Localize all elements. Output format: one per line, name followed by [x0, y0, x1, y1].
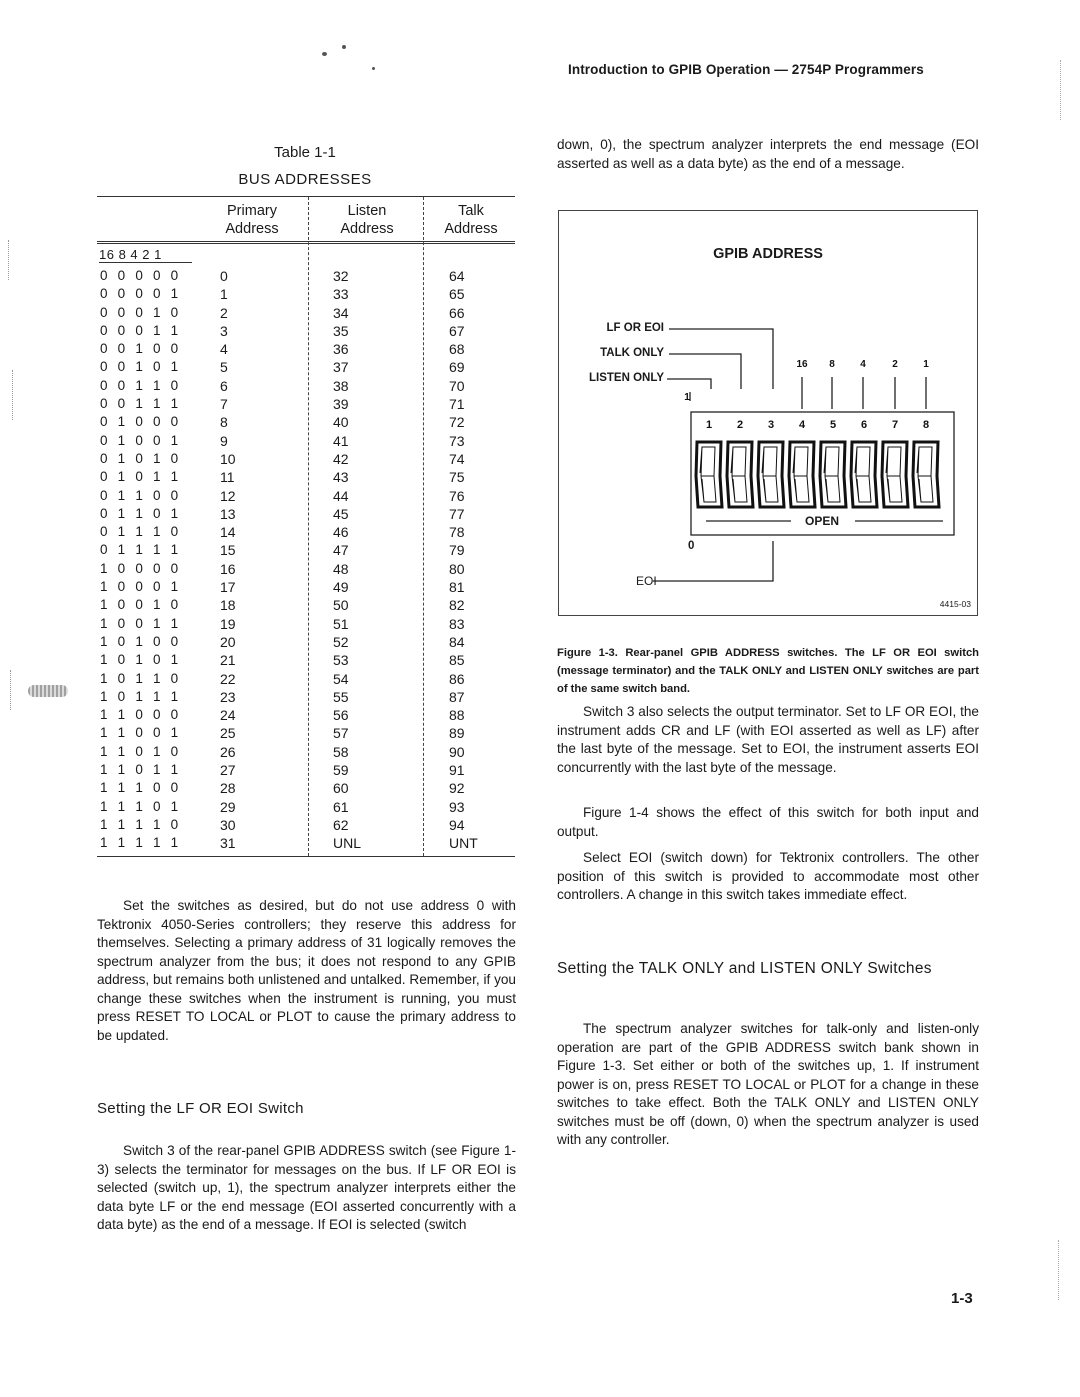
cell-binary: 0 0 1 0 0 — [100, 341, 182, 357]
page-number: 1-3 — [951, 1290, 973, 1307]
cell-primary-address: 24 — [220, 707, 236, 724]
cell-listen-address: 46 — [333, 524, 349, 541]
cell-listen-address: 49 — [333, 579, 349, 596]
table-row — [97, 395, 515, 413]
table-row — [97, 413, 515, 431]
cell-primary-address: 19 — [220, 615, 236, 632]
label-lf-or-eoi: LF OR EOI — [606, 322, 664, 334]
table-row — [97, 834, 515, 852]
lf-or-eoi-leader — [669, 329, 773, 389]
cell-listen-address: 48 — [333, 560, 349, 577]
cell-listen-address: 33 — [333, 286, 349, 303]
cell-talk-address: 73 — [449, 432, 465, 449]
scan-artifact — [342, 45, 346, 49]
column-header-line: Talk — [458, 203, 484, 219]
cell-talk-address: 83 — [449, 615, 465, 632]
table-row — [97, 340, 515, 358]
cell-binary: 0 0 0 1 0 — [100, 304, 182, 320]
label-talk-only: TALK ONLY — [600, 347, 664, 359]
table-row — [97, 432, 515, 450]
table-row — [97, 541, 515, 559]
cell-listen-address: 41 — [333, 432, 349, 449]
table-row — [97, 450, 515, 468]
table-number: Table 1-1 — [274, 144, 336, 161]
cell-primary-address: 11 — [220, 469, 235, 486]
cell-binary: 1 1 1 1 1 — [100, 835, 182, 851]
cell-primary-address: 30 — [220, 816, 236, 833]
cell-listen-address: 55 — [333, 688, 349, 705]
scan-artifact — [28, 685, 68, 697]
cell-talk-address: 92 — [449, 780, 465, 797]
cell-binary: 0 1 1 0 0 — [100, 487, 182, 503]
bit-weight-label: 8 — [829, 359, 835, 370]
table-title: BUS ADDRESSES — [238, 171, 372, 188]
cell-listen-address: 42 — [333, 450, 349, 467]
label-eoi: EOI — [636, 574, 657, 588]
scan-artifact — [12, 370, 14, 420]
figure-caption: Figure 1-3. Rear-panel GPIB ADDRESS switches. The LF OR EOI switch (message terminator) and the TALK ONLY and LISTEN ONLY switches are part of the same switch band. — [557, 647, 979, 695]
cell-talk-address: 84 — [449, 633, 465, 650]
table-bottom-rule — [97, 856, 515, 857]
cell-primary-address: 31 — [220, 835, 236, 852]
label-position-zero: 0 — [688, 540, 695, 552]
cell-talk-address: 70 — [449, 377, 465, 394]
cell-talk-address: 87 — [449, 688, 465, 705]
cell-listen-address: 45 — [333, 505, 349, 522]
table-row — [97, 688, 515, 706]
cell-listen-address: 54 — [333, 670, 349, 687]
cell-primary-address: 20 — [220, 633, 236, 650]
cell-talk-address: 93 — [449, 798, 465, 815]
cell-binary: 1 1 0 0 0 — [100, 707, 182, 723]
cell-binary: 0 1 0 0 0 — [100, 414, 182, 430]
cell-binary: 0 0 0 0 1 — [100, 286, 182, 302]
cell-listen-address: 34 — [333, 304, 349, 321]
cell-talk-address: 85 — [449, 652, 465, 669]
switch-numbers — [706, 419, 929, 431]
bit-weights-header: 16 8 4 2 1 — [99, 247, 192, 263]
cell-listen-address: 32 — [333, 268, 349, 284]
cell-talk-address: 77 — [449, 505, 465, 522]
cell-listen-address: 38 — [333, 377, 349, 394]
cell-talk-address: 64 — [449, 268, 465, 284]
table-row — [97, 816, 515, 834]
cell-listen-address: 39 — [333, 396, 349, 413]
switch-number: 8 — [922, 419, 930, 431]
bit-weight-label: 4 — [860, 359, 866, 370]
cell-talk-address: 79 — [449, 542, 465, 559]
table-row — [97, 560, 515, 578]
table-row — [97, 285, 515, 303]
cell-binary: 0 0 1 1 0 — [100, 377, 182, 393]
table-row — [97, 706, 515, 724]
cell-binary: 1 1 1 0 0 — [100, 780, 182, 796]
cell-talk-address: 91 — [449, 762, 465, 779]
eoi-leader — [653, 541, 773, 581]
column-header-line: Address — [340, 221, 394, 237]
cell-talk-address: 67 — [449, 322, 465, 339]
cell-binary: 1 0 0 0 0 — [100, 560, 182, 576]
cell-binary: 1 0 0 0 1 — [100, 579, 182, 595]
cell-binary: 1 1 1 1 0 — [100, 816, 182, 832]
scan-artifact — [1060, 60, 1062, 120]
cell-primary-address: 7 — [220, 396, 228, 413]
switch-number: 7 — [891, 419, 899, 431]
cell-talk-address: 68 — [449, 341, 465, 358]
column-header-line: Address — [444, 221, 498, 237]
column-header-primary — [202, 202, 302, 238]
running-header: Introduction to GPIB Operation — 2754P Programmers — [568, 62, 924, 77]
cell-binary: 1 1 0 1 0 — [100, 743, 182, 759]
paragraph-text: Select EOI (switch down) for Tektronix controllers. The other position of this switch is provided to accommodate most other controllers. A change in this switch takes immediate effect. — [557, 850, 979, 902]
cell-binary: 1 0 0 1 1 — [100, 615, 182, 631]
cell-listen-address: 35 — [333, 322, 349, 339]
column-header-talk — [427, 202, 515, 238]
cell-listen-address: 40 — [333, 414, 349, 431]
cell-primary-address: 6 — [220, 377, 228, 394]
cell-talk-address: 69 — [449, 359, 465, 376]
cell-listen-address: 59 — [333, 762, 349, 779]
cell-binary: 0 1 0 1 1 — [100, 469, 182, 485]
heading-talk-listen: Setting the TALK ONLY and LISTEN ONLY Switches — [557, 960, 932, 977]
cell-binary: 0 1 1 1 0 — [100, 524, 182, 540]
cell-listen-address: 44 — [333, 487, 349, 504]
cell-listen-address: 52 — [333, 633, 349, 650]
cell-talk-address: 75 — [449, 469, 465, 486]
cell-talk-address: 76 — [449, 487, 465, 504]
table-row — [97, 798, 515, 816]
cell-primary-address: 9 — [220, 432, 228, 449]
table-row — [97, 267, 515, 285]
cell-binary: 0 1 1 1 1 — [100, 542, 182, 558]
listen-only-leader — [667, 379, 711, 389]
table-row — [97, 651, 515, 669]
cell-binary: 1 1 0 0 1 — [100, 725, 182, 741]
cell-talk-address: 94 — [449, 816, 465, 833]
dip-switch[interactable] — [851, 442, 877, 507]
cell-binary: 0 1 0 1 0 — [100, 450, 182, 466]
table-row — [97, 358, 515, 376]
cell-listen-address: 53 — [333, 652, 349, 669]
table-row — [97, 633, 515, 651]
cell-binary: 0 0 0 0 0 — [100, 268, 182, 283]
heading-lf-eoi: Setting the LF OR EOI Switch — [97, 1100, 304, 1117]
table-row — [97, 377, 515, 395]
column-header-listen — [315, 202, 419, 238]
dip-switch[interactable] — [727, 442, 753, 507]
dip-switch[interactable] — [882, 442, 908, 507]
bit-weight-label: 1 — [923, 359, 929, 370]
cell-listen-address: 37 — [333, 359, 349, 376]
cell-primary-address: 10 — [220, 450, 236, 467]
cell-talk-address: 81 — [449, 579, 465, 596]
switch-number: 2 — [736, 419, 744, 431]
label-open: OPEN — [801, 514, 843, 528]
scan-artifact — [372, 67, 375, 70]
cell-primary-address: 15 — [220, 542, 236, 559]
cell-primary-address: 12 — [220, 487, 236, 504]
paragraph-talk-listen — [557, 1020, 979, 1150]
switch-number: 3 — [767, 419, 775, 431]
cell-listen-address: 56 — [333, 707, 349, 724]
paragraph-text: Set the switches as desired, but do not use address 0 with Tektronix 4050-Series controllers; they reserve this address for themselves. Selecting a primary address of 31 logically removes the spectrum analyzer from the bus; it does not respond to any GPIB address, but remains both unlistened and untalked. Remember, if you change these switches when the instrument is running, you must press RESET TO LOCAL or PLOT to cause the primary address to be updated. — [97, 898, 516, 1043]
cell-listen-address: UNL — [333, 835, 362, 852]
column-header-line: Address — [225, 221, 279, 237]
table-body — [97, 267, 515, 853]
scan-artifact — [322, 52, 327, 56]
cell-talk-address: 89 — [449, 725, 465, 742]
cell-talk-address: 66 — [449, 304, 465, 321]
cell-primary-address: 13 — [220, 505, 236, 522]
cell-binary: 1 0 0 1 0 — [100, 597, 182, 613]
cell-binary: 1 1 1 0 1 — [100, 798, 182, 814]
cell-talk-address: 88 — [449, 707, 465, 724]
figure-id: 4415-03 — [939, 599, 971, 609]
table-row — [97, 322, 515, 340]
table-row — [97, 724, 515, 742]
cell-talk-address: 72 — [449, 414, 465, 431]
switch-number: 5 — [829, 419, 837, 431]
cell-talk-address: 82 — [449, 597, 465, 614]
cell-primary-address: 14 — [220, 524, 236, 541]
cell-primary-address: 26 — [220, 743, 236, 760]
table-row — [97, 670, 515, 688]
cell-binary: 1 1 0 1 1 — [100, 762, 182, 778]
cell-primary-address: 29 — [220, 798, 236, 815]
cell-primary-address: 23 — [220, 688, 236, 705]
table-row — [97, 779, 515, 797]
cell-binary: 0 0 1 0 1 — [100, 359, 182, 375]
table-row — [97, 487, 515, 505]
paragraph-figure-1-4 — [557, 804, 979, 841]
cell-listen-address: 60 — [333, 780, 349, 797]
table-row — [97, 578, 515, 596]
cell-listen-address: 36 — [333, 341, 349, 358]
table-row — [97, 304, 515, 322]
dip-switch[interactable] — [758, 442, 784, 507]
table-top-rule — [97, 196, 515, 197]
paragraph-text: Switch 3 also selects the output terminator. Set to LF OR EOI, the instrument adds CR and LF (with EOI asserted as well as LF) after the last byte of the message. Set to EOI, the instrument asserts EOI concurrently with the last byte of the message. — [557, 704, 979, 775]
switch-bank — [696, 442, 939, 507]
cell-binary: 1 0 1 0 1 — [100, 652, 182, 668]
label-position-one: 1 — [684, 392, 690, 403]
cell-binary: 0 1 1 0 1 — [100, 505, 182, 521]
bit-weight-label: 16 — [796, 359, 808, 370]
cell-talk-address: 78 — [449, 524, 465, 541]
table-row — [97, 615, 515, 633]
switch-number: 4 — [798, 419, 806, 431]
dip-switch[interactable] — [789, 442, 815, 507]
bit-weight-label: 2 — [892, 359, 898, 370]
cell-listen-address: 57 — [333, 725, 349, 742]
cell-binary: 0 0 1 1 1 — [100, 396, 182, 412]
cell-talk-address: UNT — [449, 835, 478, 852]
cell-listen-address: 47 — [333, 542, 349, 559]
dip-switch[interactable] — [820, 442, 846, 507]
dip-switch[interactable] — [696, 442, 722, 507]
cell-primary-address: 4 — [220, 341, 228, 358]
cell-talk-address: 86 — [449, 670, 465, 687]
cell-talk-address: 65 — [449, 286, 465, 303]
cell-primary-address: 21 — [220, 652, 236, 669]
dip-switch[interactable] — [913, 442, 939, 507]
table-row — [97, 596, 515, 614]
paragraph-text: Switch 3 of the rear-panel GPIB ADDRESS switch (see Figure 1-3) selects the terminator for messages on the bus. If LF OR EOI is selected (switch up, 1), the spectrum analyzer interprets either the data byte LF or the end message (EOI asserted concurrently with a data byte) as the end of a message. If EOI is selected (switch — [97, 1143, 516, 1232]
paragraph-lf-eoi — [97, 1142, 516, 1235]
cell-primary-address: 5 — [220, 359, 228, 376]
cell-listen-address: 43 — [333, 469, 349, 486]
label-listen-only: LISTEN ONLY — [589, 372, 664, 384]
switch-number: 6 — [860, 419, 868, 431]
cell-listen-address: 61 — [333, 798, 349, 815]
column-header-line: Primary — [227, 203, 277, 219]
scan-artifact — [10, 670, 12, 710]
paragraph-text: Figure 1-4 shows the effect of this switch for both input and output. — [557, 805, 979, 839]
switch-diagram — [559, 211, 979, 617]
scan-artifact — [1058, 1240, 1060, 1300]
cell-talk-address: 80 — [449, 560, 465, 577]
cell-talk-address: 74 — [449, 450, 465, 467]
cell-primary-address: 22 — [220, 670, 236, 687]
cell-binary: 0 0 0 1 1 — [100, 322, 182, 338]
cell-talk-address: 71 — [449, 396, 465, 413]
paragraph-text: The spectrum analyzer switches for talk-only and listen-only operation are part of the GPIB ADDRESS switch bank shown in Figure 1-3. Set either or both of the switches up, 1. If instrument power is on, press RESET TO LOCAL or PLOT for a change in these switches to take effect. Both the TALK ONLY and LISTEN ONLY switches must be off (down, 0) when the spectrum analyzer is used with any controller. — [557, 1021, 979, 1147]
cell-primary-address: 0 — [220, 268, 228, 284]
cell-primary-address: 27 — [220, 762, 236, 779]
table-row — [97, 761, 515, 779]
cell-primary-address: 18 — [220, 597, 236, 614]
cell-listen-address: 50 — [333, 597, 349, 614]
table-row — [97, 743, 515, 761]
table-row — [97, 505, 515, 523]
cell-primary-address: 17 — [220, 579, 236, 596]
scan-artifact — [8, 240, 10, 280]
cell-binary: 1 0 1 1 0 — [100, 670, 182, 686]
cell-primary-address: 1 — [220, 286, 228, 303]
cell-talk-address: 90 — [449, 743, 465, 760]
cell-binary: 0 1 0 0 1 — [100, 432, 182, 448]
cell-primary-address: 8 — [220, 414, 228, 431]
figure-gpib-address — [558, 210, 978, 616]
cell-primary-address: 3 — [220, 322, 228, 339]
cell-listen-address: 58 — [333, 743, 349, 760]
cell-primary-address: 28 — [220, 780, 236, 797]
cell-primary-address: 25 — [220, 725, 236, 742]
cell-binary: 1 0 1 1 1 — [100, 688, 182, 704]
talk-only-leader — [669, 354, 741, 389]
table-header-rule — [97, 241, 515, 244]
cell-primary-address: 16 — [220, 560, 236, 577]
paragraph-select-eoi — [557, 849, 979, 905]
table-row — [97, 468, 515, 486]
switch-number: 1 — [705, 419, 713, 431]
cell-listen-address: 62 — [333, 816, 349, 833]
paragraph-output-terminator — [557, 703, 979, 777]
cell-binary: 1 0 1 0 0 — [100, 633, 182, 649]
paragraph-continued: down, 0), the spectrum analyzer interprets the end message (EOI asserted as well as a data byte) as the end of a message. — [557, 137, 979, 171]
figure-title: GPIB ADDRESS — [713, 246, 823, 262]
paragraph-switches — [97, 897, 516, 1045]
bit-weight-labels — [684, 359, 929, 403]
table-row — [97, 523, 515, 541]
cell-primary-address: 2 — [220, 304, 228, 321]
column-header-line: Listen — [347, 203, 387, 219]
cell-listen-address: 51 — [333, 615, 349, 632]
